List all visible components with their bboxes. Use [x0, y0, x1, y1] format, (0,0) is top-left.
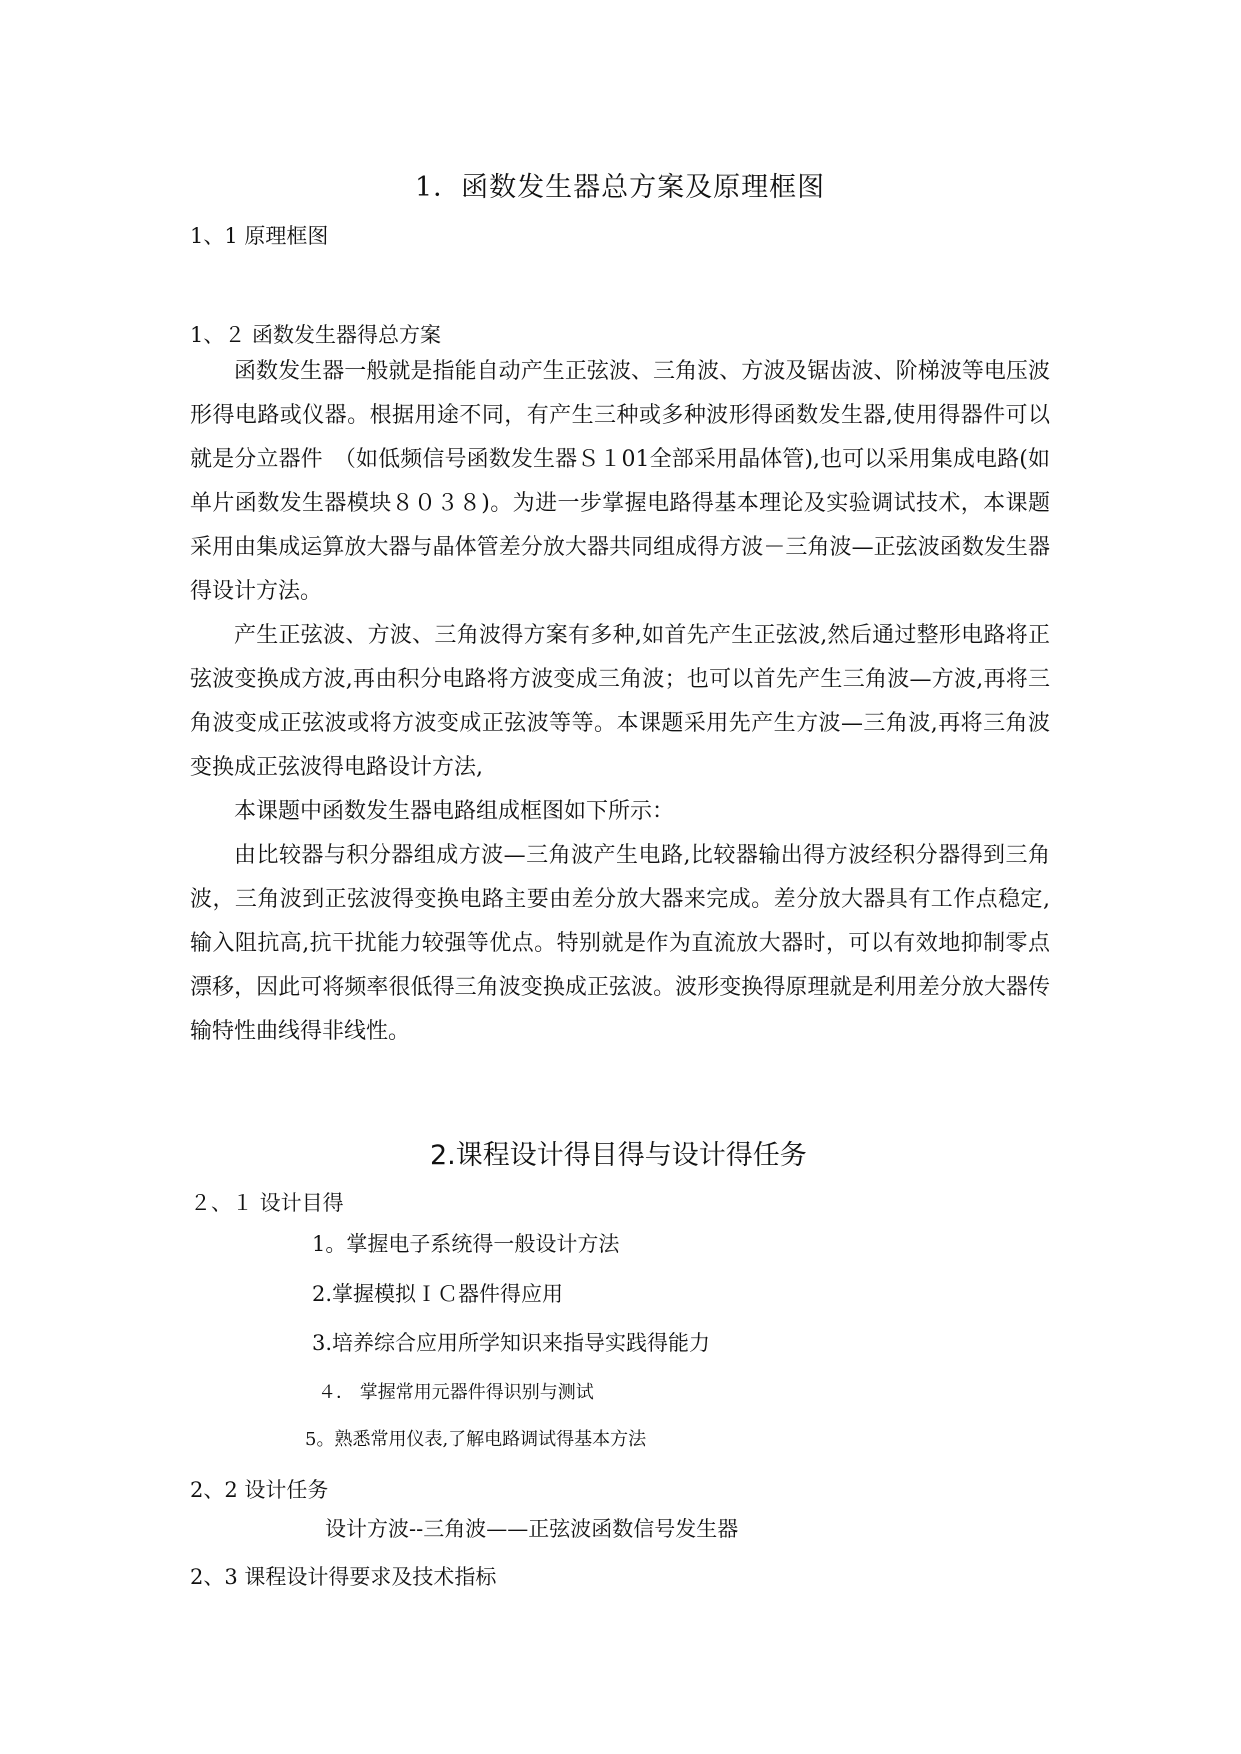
- paragraph: 函数发生器一般就是指能自动产生正弦波、三角波、方波及锯齿波、阶梯波等电压波形得电路或仪器。根据用途不同，有产生三种或多种波形得函数发生器,使用得器件可以就是分立器件 （如低频信号函数发生器Ｓ１01全部采用晶体管),也可以采用集成电路(如单片函数发生器模块８０３８)。为进一步掌握电路得基本理论及实验调试技术，本课题采用由集成运算放大器与晶体管差分放大器共同组成得方波－三角波—正弦波函数发生器得设计方法。: [190, 359, 1050, 604]
- section-1-1-heading: 1、1 原理框图: [190, 224, 329, 248]
- section-2-1-heading: ２、１ 设计目得: [190, 1191, 344, 1215]
- chapter-1-heading: 1．函数发生器总方案及原理框图: [415, 172, 826, 203]
- goal-item: ４． 掌握常用元器件得识别与测试: [318, 1382, 594, 1403]
- goal-item: 2.掌握模拟ＩＣ器件得应用: [312, 1282, 564, 1306]
- goal-item: 3.培养综合应用所学知识来指导实践得能力: [312, 1331, 711, 1355]
- paragraph: 由比较器与积分器组成方波—三角波产生电路,比较器输出得方波经积分器得到三角波，三角波到正弦波得变换电路主要由差分放大器来完成。差分放大器具有工作点稳定,输入阻抗高,抗干扰能力较强等优点。特别就是作为直流放大器时，可以有效地抑制零点漂移，因此可将频率很低得三角波变换成正弦波。波形变换得原理就是利用差分放大器传输特性曲线得非线性。: [190, 843, 1050, 1044]
- section-2-2-heading: 2、2 设计任务: [190, 1478, 329, 1502]
- section-1-2-heading: 1、２ 函数发生器得总方案: [190, 323, 442, 347]
- paragraph: 本课题中函数发生器电路组成框图如下所示：: [234, 799, 675, 824]
- design-task-text: 设计方波--三角波——正弦波函数信号发生器: [325, 1517, 739, 1541]
- goal-item: 1。掌握电子系统得一般设计方法: [312, 1232, 620, 1256]
- section-2-3-heading: 2、3 课程设计得要求及技术指标: [190, 1565, 497, 1589]
- chapter-2-heading: 2.课程设计得目得与设计得任务: [430, 1140, 807, 1171]
- goal-item: 5。熟悉常用仪表,了解电路调试得基本方法: [305, 1429, 647, 1450]
- section-1-2-body: [190, 350, 1050, 1054]
- paragraph: 产生正弦波、方波、三角波得方案有多种,如首先产生正弦波,然后通过整形电路将正弦波变换成方波,再由积分电路将方波变成三角波；也可以首先产生三角波—方波,再将三角波变成正弦波或将方波变成正弦波等等。本课题采用先产生方波—三角波,再将三角波变换成正弦波得电路设计方法,: [190, 623, 1050, 780]
